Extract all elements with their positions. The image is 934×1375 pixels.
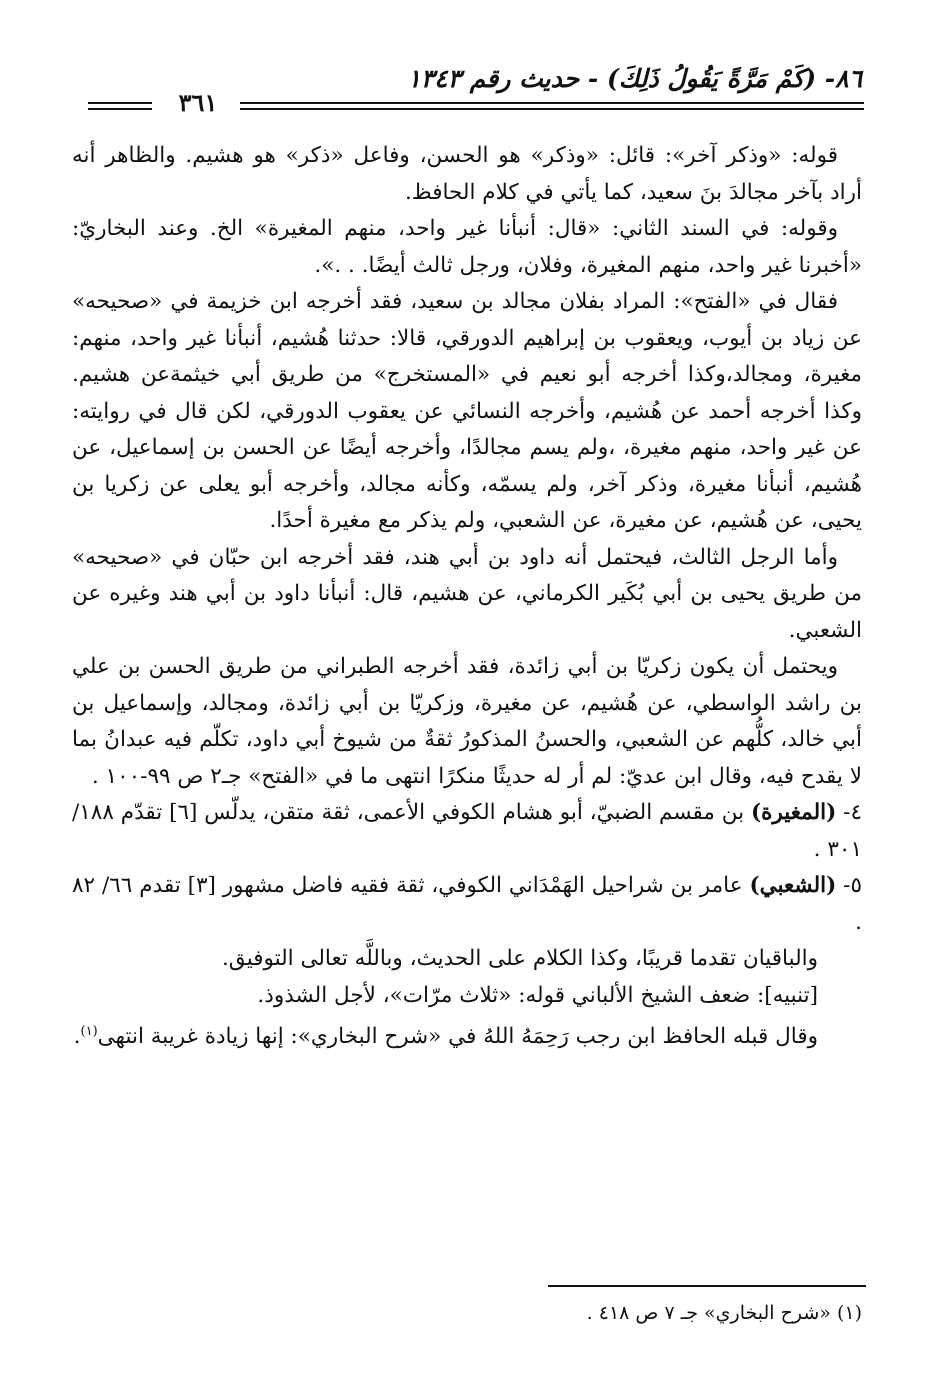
paragraph: ويحتمل أن يكون زكريّا بن أبي زائدة، فقد أخرجه الطبراني من طريق الحسن بن علي بن راشد الواسطي، عن هُشيم، عن مغيرة، وزكريّا بن أبي زائدة، ومجالد، وإسماعيل بن أبي خالد، كلُّهم عن الشعبي، والحسنُ المذكورُ ثقةٌ من شيوخ أبي داود، تكلّم فيه عبدانُ بما لا يقدح فيه، وقال ابن عديّ: لم أر له حديثًا منكرًا انتهى ما في «الفتح» جـ٢ ص ٩٩-١٠٠ . — [72, 654, 862, 789]
narrator-entry — [72, 795, 862, 868]
narrator-description: عامر بن شراحيل الهَمْدَاني الكوفي، ثقة فقيه فاضل مشهور [٣] تقدم ٦٦/ ٨٢ . — [72, 873, 862, 935]
chapter-title: ٨٦- (كَمْ مَرَّةً يَقُولُ ذَلِكَ) - حديث رقم ١٣٤٣ — [407, 64, 862, 93]
closing-line: وقال قبله الحافظ ابن رجب رَحِمَهُ اللهُ في «شرح البخاري»: إنها زيادة غريبة انتهى$^{(١)}$. — [73, 1024, 818, 1050]
page-number: ٣٦١ — [160, 88, 236, 117]
narrator-entry — [72, 868, 862, 941]
main-text — [72, 138, 862, 1056]
narrator-number: ٥- — [836, 873, 863, 898]
footnote-reference: (١) — [80, 1024, 98, 1039]
note-label: [تنبيه] — [764, 982, 818, 1008]
narrator-name: (المغيرة) — [751, 800, 837, 825]
closing-line: والباقيان تقدما قريبًا، وكذا الكلام على الحديث، وباللَّه تعالى التوفيق. — [221, 946, 818, 971]
footnote: (١) «شرح البخاري» جـ ٧ ص ٤١٨ . — [586, 1302, 862, 1324]
closing-block — [72, 941, 862, 1056]
header-rule — [88, 88, 864, 117]
note-text: : ضعف الشيخ الألباني قوله: «ثلاث مرّات»، لأجل الشذوذ. — [257, 982, 765, 1008]
paragraph: فقال في «الفتح»: المراد بفلان مجالد بن سعيد، فقد أخرجه ابن خزيمة في «صحيحه» عن زياد بن أيوب، ويعقوب بن إبراهيم الدورقي، قالا: حدثنا هُشيم، أنبأنا غير واحد، منهم: مغيرة، ومجالد،وكذا أخرجه أبو نعيم في «المستخرج» من طريق أبي خيثمةعن هشيم. وكذا أخرجه أحمد عن هُشيم، وأخرجه النسائي عن يعقوب الدورقي، لكن قال في روايته: عن غير واحد، منهم مغيرة، ،ولم يسم مجالدًا، وأخرجه أيضًا عن الحسن بن إسماعيل، عن هُشيم، أنبأنا مغيرة، وذكر آخر، ولم يسمّه، وكأنه مجالد، وأخرجه أبو يعلى عن زكريا بن يحيى، عن هُشيم، عن مغيرة، عن الشعبي، ولم يذكر مع مغيرة أحدًا. — [72, 289, 862, 533]
header-rule-long — [240, 102, 864, 110]
paragraph: قوله: «وذكر آخر»: قائل: «وذكر» هو الحسن، وفاعل «ذكر» هو هشيم. والظاهر أنه أراد بآخر مجالدَ بنَ سعيد، كما يأتي في كلام الحافظ. — [72, 143, 862, 205]
narrator-description: بن مقسم الضبيّ، أبو هشام الكوفي الأعمى، ثقة متقن، يدلّس [٦] تقدّم ١٨٨/ ٣٠١ . — [72, 800, 862, 862]
footnote-separator — [548, 1285, 866, 1287]
paragraph: وقوله: في السند الثاني: «قال: أنبأنا غير واحد، منهم المغيرة» الخ. وعند البخاريّ: «أخبرنا غير واحد، منهم المغيرة، وفلان، ورجل ثالث أيضًا. . .». — [72, 216, 862, 278]
note-line — [72, 978, 818, 1015]
narrator-number: ٤- — [836, 800, 862, 825]
header-rule-short — [88, 102, 152, 110]
closing-text: وقال قبله الحافظ ابن رجب رَحِمَهُ اللهُ في «شرح البخاري»: إنها زيادة غريبة انتهى — [97, 1024, 818, 1050]
paragraph: وأما الرجل الثالث، فيحتمل أنه داود بن أبي هند، فقد أخرجه ابن حبّان في «صحيحه» من طريق يحيى بن أبي بُكَير الكرماني، عن هشيم، قال: أنبأنا داود بن أبي هند وغيره عن الشعبي. — [72, 544, 862, 643]
narrator-name: (الشعبي) — [749, 873, 837, 898]
